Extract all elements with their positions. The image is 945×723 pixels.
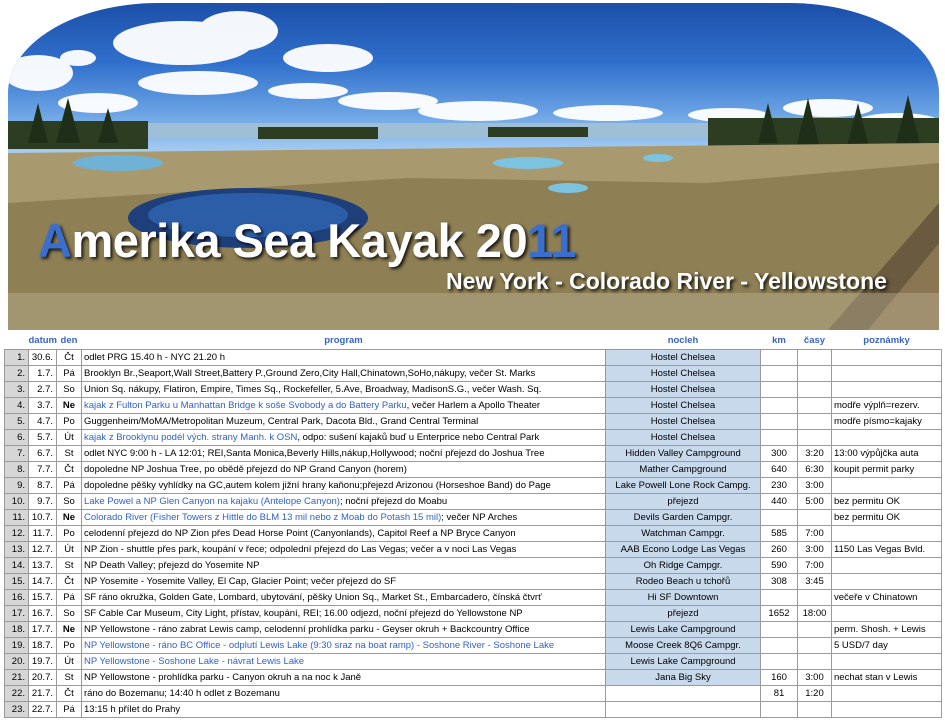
program-text: , večer Harlem a Apollo Theater xyxy=(406,399,541,411)
row-date: 14.7. xyxy=(29,573,57,589)
row-program: NP Yellowstone - prohlídka parku - Canyon okruh a na noc k Janě xyxy=(82,669,606,685)
row-day: Pá xyxy=(57,701,82,717)
row-time xyxy=(798,429,832,445)
program-kayak-text: NP Yellowstone - Soshone Lake - návrat Lewis Lake xyxy=(84,655,305,667)
row-note xyxy=(832,349,942,365)
row-day: Pá xyxy=(57,365,82,381)
row-note: 5 USD/7 day xyxy=(832,637,942,653)
row-number: 12. xyxy=(5,525,29,541)
table-row xyxy=(5,557,942,573)
row-number: 16. xyxy=(5,589,29,605)
row-km xyxy=(761,701,798,717)
program-text: ; noční přejezd do Moabu xyxy=(339,495,448,507)
row-day: So xyxy=(57,605,82,621)
row-lodging: Lewis Lake Campground xyxy=(606,621,761,637)
table-row xyxy=(5,397,942,413)
header-number xyxy=(5,333,29,349)
row-day: Ne xyxy=(57,621,82,637)
row-day: Ne xyxy=(57,509,82,525)
row-number: 10. xyxy=(5,493,29,509)
row-date: 17.7. xyxy=(29,621,57,637)
program-kayak-text: Lake Powel a NP Glen Canyon na kajaku (Antelope Canyon) xyxy=(84,495,340,507)
row-date: 22.7. xyxy=(29,701,57,717)
row-km xyxy=(761,429,798,445)
row-number: 8. xyxy=(5,461,29,477)
row-number: 7. xyxy=(5,445,29,461)
row-number: 15. xyxy=(5,573,29,589)
header-nocleh: nocleh xyxy=(667,335,699,347)
row-km xyxy=(761,365,798,381)
row-note: bez permitu OK xyxy=(832,509,942,525)
row-time xyxy=(798,365,832,381)
row-km xyxy=(761,397,798,413)
row-day: St xyxy=(57,445,82,461)
table-row xyxy=(5,429,942,445)
row-km: 640 xyxy=(761,461,798,477)
row-program: Guggenheim/MoMA/Metropolitan Muzeum, Central Park, Dacota Bld., Grand Central Terminal xyxy=(82,413,606,429)
table-row xyxy=(5,621,942,637)
row-time xyxy=(798,637,832,653)
banner-subtitle: New York - Colorado River - Yellowstone xyxy=(446,268,887,294)
row-km xyxy=(761,589,798,605)
row-note xyxy=(832,429,942,445)
row-program: ráno do Bozemanu; 14:40 h odlet z Bozemanu xyxy=(82,685,606,701)
row-number: 1. xyxy=(5,349,29,365)
row-program xyxy=(82,397,606,413)
row-time: 3:00 xyxy=(798,669,832,685)
row-km: 160 xyxy=(761,669,798,685)
row-lodging: Lake Powell Lone Rock Campg. xyxy=(606,477,761,493)
table-row xyxy=(5,701,942,717)
row-time: 18:00 xyxy=(798,605,832,621)
row-program: Union Sq. nákupy, Flatiron, Empire, Times Sq., Rockefeller, 5.Ave, Broadway, MadisonS.G., večer Wash. Sq. xyxy=(82,381,606,397)
row-number: 19. xyxy=(5,637,29,653)
row-number: 6. xyxy=(5,429,29,445)
row-time: 7:00 xyxy=(798,557,832,573)
row-number: 22. xyxy=(5,685,29,701)
row-time: 1:20 xyxy=(798,685,832,701)
row-note xyxy=(832,653,942,669)
row-number: 3. xyxy=(5,381,29,397)
row-day: Út xyxy=(57,429,82,445)
row-km xyxy=(761,349,798,365)
row-time: 3:00 xyxy=(798,477,832,493)
row-program: NP Yosemite - Yosemite Valley, El Cap, Glacier Point; večer přejezd do SF xyxy=(82,573,606,589)
program-text: ; večer NP Arches xyxy=(441,511,518,523)
row-time xyxy=(798,621,832,637)
row-note xyxy=(832,685,942,701)
row-lodging: Hostel Chelsea xyxy=(606,381,761,397)
table-body xyxy=(5,349,942,717)
row-number: 5. xyxy=(5,413,29,429)
row-date: 8.7. xyxy=(29,477,57,493)
row-date: 5.7. xyxy=(29,429,57,445)
row-lodging: Mather Campground xyxy=(606,461,761,477)
table-row xyxy=(5,445,942,461)
row-program: celodenní přejezd do NP Zion přes Dead Horse Point (Canyonlands), Capitol Reef a NP Bryce Canyon xyxy=(82,525,606,541)
row-day: Čt xyxy=(57,573,82,589)
table-row xyxy=(5,589,942,605)
row-km: 230 xyxy=(761,477,798,493)
row-program: odlet PRG 15.40 h - NYC 21.20 h xyxy=(82,349,606,365)
row-number: 4. xyxy=(5,397,29,413)
row-km xyxy=(761,621,798,637)
row-note xyxy=(832,557,942,573)
table-row xyxy=(5,605,942,621)
row-note xyxy=(832,701,942,717)
row-lodging: Hostel Chelsea xyxy=(606,397,761,413)
row-day: So xyxy=(57,381,82,397)
row-km: 590 xyxy=(761,557,798,573)
header-banner xyxy=(8,3,939,330)
row-time: 5:00 xyxy=(798,493,832,509)
row-km xyxy=(761,381,798,397)
row-program: dopoledne pěšky vyhlídky na GC,autem kolem jižní hrany kaňonu;přejezd Arizonou (Horseshoe Band) do Page xyxy=(82,477,606,493)
row-lodging: Moose Creek 8Q6 Campgr. xyxy=(606,637,761,653)
row-program: SF Cable Car Museum, City Light, přístav, koupání, REI; 16.00 odjezd, noční přejezd do Yellowstone NP xyxy=(82,605,606,621)
row-day: Pá xyxy=(57,477,82,493)
program-kayak-text: NP Yellowstone - ráno BC Office - odplutí Lewis Lake (9:30 sraz na boat ramp) - Soshone River - Soshone Lake xyxy=(84,639,555,651)
row-lodging: přejezd xyxy=(606,493,761,509)
row-lodging xyxy=(606,685,761,701)
row-lodging: AAB Econo Lodge Las Vegas xyxy=(606,541,761,557)
row-date: 3.7. xyxy=(29,397,57,413)
row-program xyxy=(82,653,606,669)
itinerary-table xyxy=(4,333,942,718)
row-day: Po xyxy=(57,525,82,541)
row-number: 23. xyxy=(5,701,29,717)
row-km: 440 xyxy=(761,493,798,509)
row-km: 308 xyxy=(761,573,798,589)
row-program: dopoledne NP Joshua Tree, po obědě přejezd do NP Grand Canyon (horem) xyxy=(82,461,606,477)
row-lodging: Hi SF Downtown xyxy=(606,589,761,605)
row-date: 15.7. xyxy=(29,589,57,605)
row-day: Čt xyxy=(57,685,82,701)
row-lodging: přejezd xyxy=(606,605,761,621)
row-number: 17. xyxy=(5,605,29,621)
row-time: 3:45 xyxy=(798,573,832,589)
row-time xyxy=(798,589,832,605)
row-note xyxy=(832,525,942,541)
row-time xyxy=(798,701,832,717)
row-date: 9.7. xyxy=(29,493,57,509)
row-lodging xyxy=(606,701,761,717)
row-time xyxy=(798,509,832,525)
row-date: 16.7. xyxy=(29,605,57,621)
header-poznamky: poznámky xyxy=(863,335,910,347)
row-number: 14. xyxy=(5,557,29,573)
row-km: 260 xyxy=(761,541,798,557)
program-kayak-text: kajak z Brooklynu podél vých. strany Manh. k OSN xyxy=(84,431,298,443)
row-date: 18.7. xyxy=(29,637,57,653)
row-program: Brooklyn Br.,Seaport,Wall Street,Battery P.,Ground Zero,City Hall,Chinatown,SoHo,nákupy, večer St. Marks xyxy=(82,365,606,381)
program-kayak-text: Colorado River (Fisher Towers z Hittle do BLM 13 mil nebo z Moab do Potash 15 mil) xyxy=(84,511,442,523)
row-note: 1150 Las Vegas Bvld. xyxy=(832,541,942,557)
row-number: 11. xyxy=(5,509,29,525)
row-day: Po xyxy=(57,413,82,429)
row-lodging: Hostel Chelsea xyxy=(606,413,761,429)
table-row xyxy=(5,509,942,525)
row-note xyxy=(832,365,942,381)
row-lodging: Jana Big Sky xyxy=(606,669,761,685)
row-note xyxy=(832,605,942,621)
row-note: modře výplň=rezerv. xyxy=(832,397,942,413)
table-row xyxy=(5,413,942,429)
row-date: 4.7. xyxy=(29,413,57,429)
banner-title: Amerika Sea Kayak 2011 xyxy=(38,214,576,267)
row-date: 6.7. xyxy=(29,445,57,461)
row-date: 7.7. xyxy=(29,461,57,477)
table-header-row xyxy=(5,333,942,349)
row-note xyxy=(832,381,942,397)
row-lodging: Rodeo Beach u tchořů xyxy=(606,573,761,589)
row-time xyxy=(798,413,832,429)
row-lodging: Oh Ridge Campgr. xyxy=(606,557,761,573)
row-day: Čt xyxy=(57,461,82,477)
row-lodging: Hostel Chelsea xyxy=(606,349,761,365)
table-row xyxy=(5,573,942,589)
row-program xyxy=(82,509,606,525)
table-row xyxy=(5,365,942,381)
row-note xyxy=(832,573,942,589)
header-km: km xyxy=(772,335,786,347)
table-row xyxy=(5,381,942,397)
program-kayak-text: kajak z Fulton Parku u Manhattan Bridge k soše Svobody a do Battery Parku xyxy=(84,399,407,411)
row-day: St xyxy=(57,557,82,573)
program-text: , odpo: sušení kajaků buď u Enterprice nebo Central Park xyxy=(297,431,540,443)
row-program xyxy=(82,637,606,653)
row-note: perm. Shosh. + Lewis xyxy=(832,621,942,637)
header-datum: datum xyxy=(28,335,57,347)
row-km xyxy=(761,637,798,653)
header-den: den xyxy=(60,335,78,347)
row-time: 3:00 xyxy=(798,541,832,557)
row-km: 585 xyxy=(761,525,798,541)
row-program xyxy=(82,493,606,509)
row-date: 13.7. xyxy=(29,557,57,573)
row-number: 21. xyxy=(5,669,29,685)
table-row xyxy=(5,461,942,477)
row-time xyxy=(798,381,832,397)
row-km: 81 xyxy=(761,685,798,701)
row-number: 2. xyxy=(5,365,29,381)
row-lodging: Devils Garden Campgr. xyxy=(606,509,761,525)
row-note xyxy=(832,477,942,493)
row-time: 7:00 xyxy=(798,525,832,541)
table-row xyxy=(5,637,942,653)
row-km: 1652 xyxy=(761,605,798,621)
header-casy: časy xyxy=(803,335,826,347)
row-note: nechat stan v Lewis xyxy=(832,669,942,685)
row-date: 1.7. xyxy=(29,365,57,381)
row-date: 21.7. xyxy=(29,685,57,701)
row-program: NP Zion - shuttle přes park, koupání v řece; odpolední přejezd do Las Vegas; večer a v noci Las Vegas xyxy=(82,541,606,557)
row-day: So xyxy=(57,493,82,509)
row-note: 13:00 výpůjčka auta xyxy=(832,445,942,461)
row-note: bez permitu OK xyxy=(832,493,942,509)
row-date: 30.6. xyxy=(29,349,57,365)
row-number: 18. xyxy=(5,621,29,637)
row-date: 11.7. xyxy=(29,525,57,541)
row-lodging: Hidden Valley Campground xyxy=(606,445,761,461)
row-day: St xyxy=(57,669,82,685)
row-program: NP Death Valley; přejezd do Yosemite NP xyxy=(82,557,606,573)
row-day: Po xyxy=(57,637,82,653)
row-lodging: Hostel Chelsea xyxy=(606,429,761,445)
row-note: večeře v Chinatown xyxy=(832,589,942,605)
row-program: 13:15 h přílet do Prahy xyxy=(82,701,606,717)
row-program: SF ráno okružka, Golden Gate, Lombard, ubytování, pěšky Union Sq., Market St., Embarcadero, čínská čtvrť xyxy=(82,589,606,605)
table-row xyxy=(5,525,942,541)
row-note: modře písmo=kajaky xyxy=(832,413,942,429)
row-note: koupit permit parky xyxy=(832,461,942,477)
row-date: 12.7. xyxy=(29,541,57,557)
row-date: 19.7. xyxy=(29,653,57,669)
row-lodging: Hostel Chelsea xyxy=(606,365,761,381)
row-day: Čt xyxy=(57,349,82,365)
row-date: 20.7. xyxy=(29,669,57,685)
row-km xyxy=(761,509,798,525)
row-time xyxy=(798,397,832,413)
row-day: Út xyxy=(57,541,82,557)
row-time xyxy=(798,349,832,365)
row-program: odlet NYC 9:00 h - LA 12:01; REI,Santa Monica,Beverly Hills,nákup,Hollywood; noční přejezd do Joshua Tree xyxy=(82,445,606,461)
table-row xyxy=(5,541,942,557)
row-date: 2.7. xyxy=(29,381,57,397)
row-time: 3:20 xyxy=(798,445,832,461)
row-date: 10.7. xyxy=(29,509,57,525)
row-km xyxy=(761,413,798,429)
row-number: 20. xyxy=(5,653,29,669)
row-program xyxy=(82,429,606,445)
row-km: 300 xyxy=(761,445,798,461)
row-number: 13. xyxy=(5,541,29,557)
row-number: 9. xyxy=(5,477,29,493)
table-row xyxy=(5,685,942,701)
header-program: program xyxy=(324,335,363,347)
row-day: Ne xyxy=(57,397,82,413)
table-row xyxy=(5,349,942,365)
table-row xyxy=(5,653,942,669)
row-time: 6:30 xyxy=(798,461,832,477)
table-row xyxy=(5,477,942,493)
row-lodging: Lewis Lake Campground xyxy=(606,653,761,669)
table-row xyxy=(5,669,942,685)
row-day: Pá xyxy=(57,589,82,605)
row-time xyxy=(798,653,832,669)
table-row xyxy=(5,493,942,509)
row-lodging: Watchman Campgr. xyxy=(606,525,761,541)
row-program: NP Yellowstone - ráno zabrat Lewis camp, celodenní prohlídka parku - Geyser okruh + Backcountry Office xyxy=(82,621,606,637)
row-km xyxy=(761,653,798,669)
row-day: Út xyxy=(57,653,82,669)
